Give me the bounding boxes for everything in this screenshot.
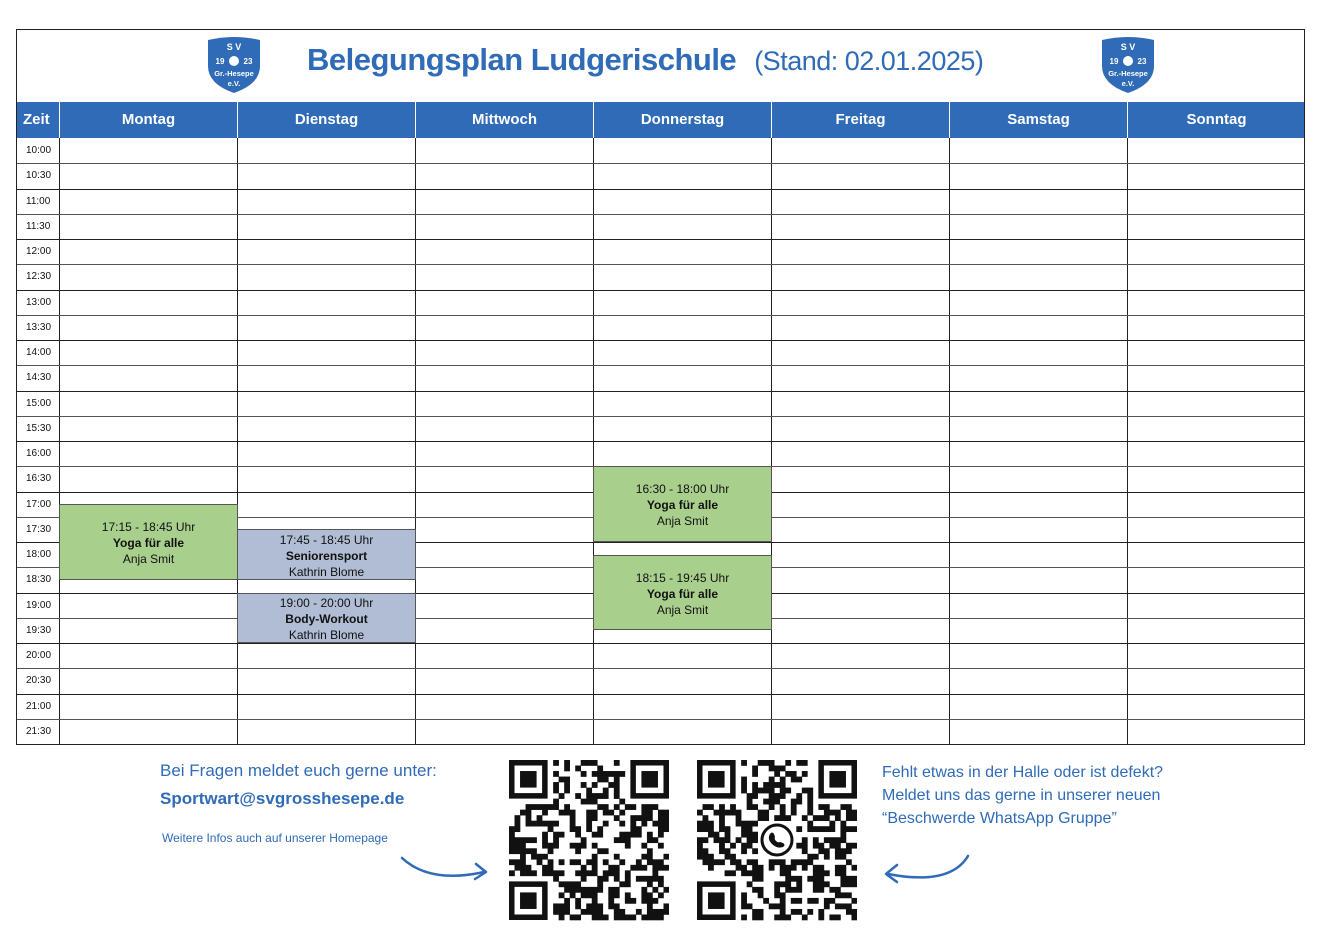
grid-row-divider xyxy=(17,163,1305,164)
club-crest-icon xyxy=(204,36,264,94)
weekday-header-row xyxy=(17,102,1304,138)
event-title: Yoga für alle xyxy=(646,498,719,513)
time-label: 14:30 xyxy=(26,372,52,384)
event-title: Seniorensport xyxy=(285,548,368,563)
time-label: 19:30 xyxy=(26,624,52,636)
curved-arrow-icon xyxy=(400,850,492,886)
grid-row-divider xyxy=(17,391,1305,392)
time-label: 12:30 xyxy=(26,271,52,283)
time-label: 14:00 xyxy=(26,347,52,358)
time-label: 21:00 xyxy=(26,700,52,712)
grid-row-divider xyxy=(17,239,1305,240)
event-title: Yoga für alle xyxy=(112,536,185,550)
time-label: 21:30 xyxy=(26,725,52,737)
event-block[interactable] xyxy=(237,529,416,580)
event-time: 19:00 - 20:00 Uhr xyxy=(279,595,374,610)
event-block[interactable] xyxy=(593,466,772,542)
time-label: 11:00 xyxy=(26,195,51,207)
page-title xyxy=(307,42,983,78)
time-label: 17:30 xyxy=(26,523,52,535)
column-header-dienstag: Dienstag xyxy=(237,102,415,138)
contact-question: Bei Fragen meldet euch gerne unter: xyxy=(160,761,437,780)
grid-row-divider xyxy=(17,719,1305,720)
grid-row-divider xyxy=(17,189,1305,190)
event-time: 18:15 - 19:45 Uhr xyxy=(635,570,730,585)
whatsapp-section xyxy=(882,761,1163,830)
event-block[interactable] xyxy=(59,504,238,580)
event-block[interactable] xyxy=(237,593,416,644)
grid-row-divider xyxy=(17,416,1305,417)
qr-code-whatsapp-icon[interactable] xyxy=(697,760,857,922)
event-trainer: Anja Smit xyxy=(656,602,709,617)
time-label: 20:30 xyxy=(26,675,52,687)
grid-row-divider xyxy=(17,365,1305,366)
column-header-zeit: Zeit xyxy=(23,111,50,128)
grid-row-divider xyxy=(17,441,1305,442)
column-header-mittwoch: Mittwoch xyxy=(415,102,593,138)
grid-row-divider xyxy=(17,214,1305,215)
title-text: Belegungsplan Ludgerischule xyxy=(307,42,737,77)
crest-place: Gr.-Hesepe xyxy=(1108,69,1148,78)
crest-year-right: 23 xyxy=(1137,57,1147,66)
crest-year-left: 19 xyxy=(215,57,225,66)
whatsapp-icon xyxy=(697,760,857,922)
time-label: 15:00 xyxy=(26,397,52,409)
crest-sv: S V xyxy=(226,42,242,52)
homepage-note: Weitere Infos auch auf unserer Homepage xyxy=(162,831,388,845)
time-label: 20:00 xyxy=(26,650,52,661)
stand-date: (Stand: 02.01.2025) xyxy=(754,46,984,76)
contact-section xyxy=(160,761,437,845)
crest-ev: e.V. xyxy=(227,79,241,88)
event-time: 17:15 - 18:45 Uhr xyxy=(101,520,196,534)
title-bar xyxy=(17,30,1304,103)
grid-row-divider xyxy=(17,340,1305,341)
grid-row-divider xyxy=(17,643,1305,644)
crest-sv: S V xyxy=(1120,42,1136,52)
curved-arrow-icon xyxy=(880,852,972,886)
event-trainer: Kathrin Blome xyxy=(288,627,365,642)
time-label: 17:00 xyxy=(26,498,52,510)
column-header-sonntag: Sonntag xyxy=(1127,102,1305,138)
time-label: 18:00 xyxy=(26,549,52,560)
time-label: 13:00 xyxy=(26,296,52,308)
time-label: 10:00 xyxy=(26,145,52,156)
crest-year-right: 23 xyxy=(243,57,253,66)
grid-row-divider xyxy=(17,264,1305,265)
event-time: 17:45 - 18:45 Uhr xyxy=(279,532,374,547)
time-label: 16:30 xyxy=(26,473,52,485)
column-header-samstag: Samstag xyxy=(949,102,1127,138)
crest-ev: e.V. xyxy=(1121,79,1135,88)
qr-code-homepage-icon[interactable] xyxy=(509,760,669,922)
time-label: 18:30 xyxy=(26,574,52,586)
event-title: Body-Workout xyxy=(285,611,368,626)
time-label: 10:30 xyxy=(26,170,52,182)
contact-email-link[interactable]: Sportwart@svgrosshesepe.de xyxy=(160,789,405,808)
column-header-donnerstag: Donnerstag xyxy=(593,102,771,138)
whatsapp-line-3: “Beschwerde WhatsApp Gruppe” xyxy=(882,810,1117,827)
time-label: 19:00 xyxy=(26,599,52,611)
event-time: 16:30 - 18:00 Uhr xyxy=(635,482,730,497)
event-block[interactable] xyxy=(593,555,772,631)
event-title: Yoga für alle xyxy=(646,586,719,601)
event-trainer: Anja Smit xyxy=(656,514,709,529)
time-label: 12:00 xyxy=(26,246,52,257)
schedule-frame xyxy=(16,29,1305,745)
whatsapp-line-1: Fehlt etwas in der Halle oder ist defekt? xyxy=(882,764,1164,781)
time-label: 11:30 xyxy=(26,220,51,232)
event-trainer: Kathrin Blome xyxy=(288,564,365,579)
grid-row-divider xyxy=(17,315,1305,316)
whatsapp-line-2: Meldet uns das gerne in unserer neuen xyxy=(882,787,1161,804)
column-header-freitag: Freitag xyxy=(771,102,949,138)
event-trainer: Anja Smit xyxy=(122,552,175,566)
schedule-grid xyxy=(17,138,1304,744)
time-label: 15:30 xyxy=(26,422,52,434)
grid-row-divider xyxy=(17,290,1305,291)
crest-place: Gr.-Hesepe xyxy=(214,69,254,78)
club-crest-icon xyxy=(1098,36,1158,94)
grid-row-divider xyxy=(17,694,1305,695)
time-label: 13:30 xyxy=(26,321,52,333)
crest-year-left: 19 xyxy=(1109,57,1119,66)
column-header-montag: Montag xyxy=(59,102,237,138)
grid-row-divider xyxy=(17,668,1305,669)
time-label: 16:00 xyxy=(26,448,52,459)
